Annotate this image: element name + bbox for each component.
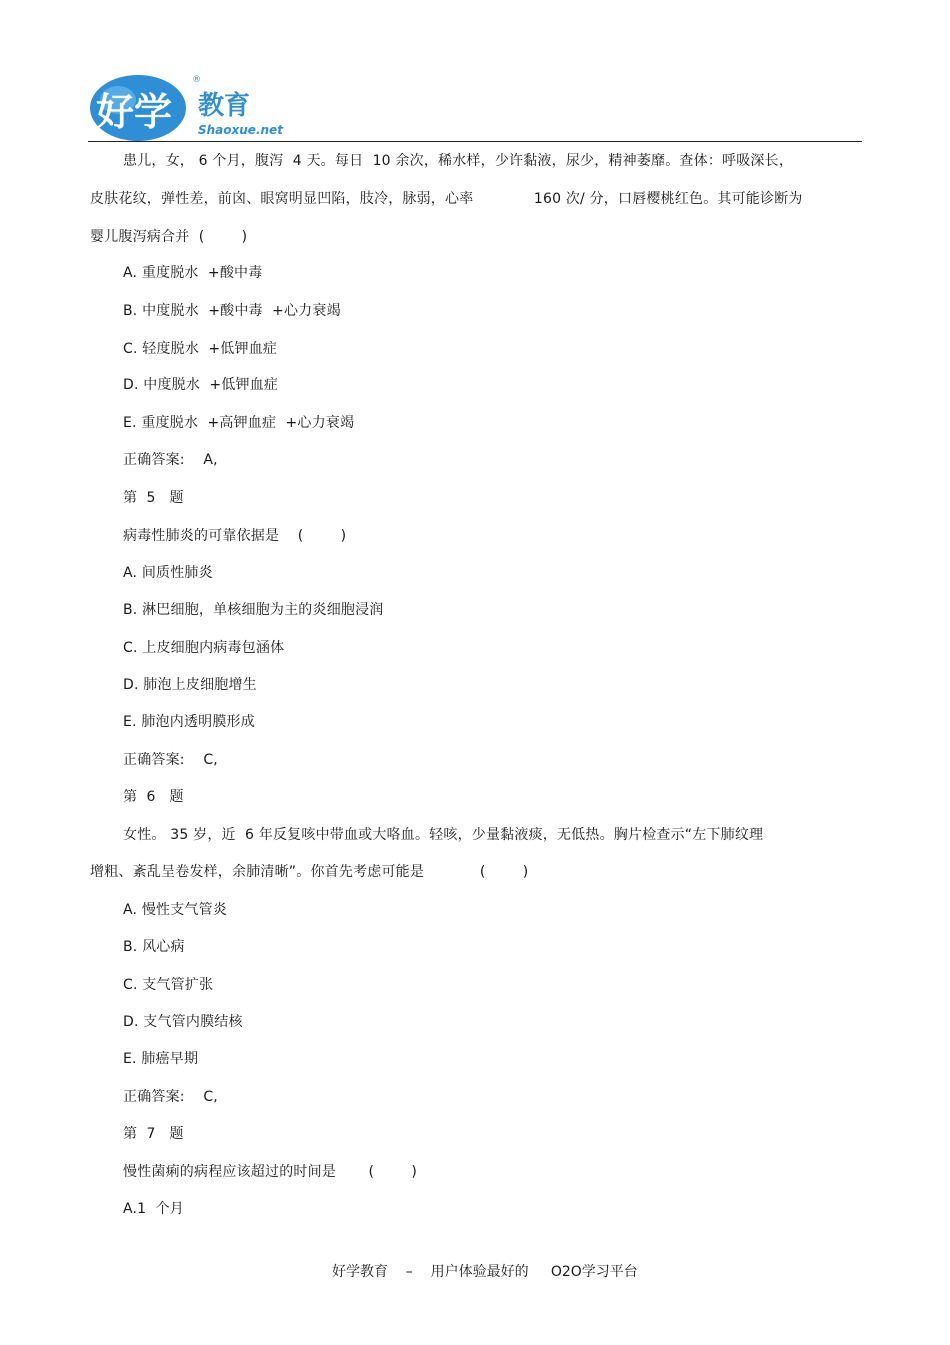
text-line: E. 肺泡内透明膜形成 <box>123 714 255 730</box>
text-line: 第 6 题 <box>123 789 184 805</box>
text-line: E. 肺癌早期 <box>123 1051 199 1067</box>
text-line: 病毒性肺炎的可靠依据是 ( ) <box>123 528 347 544</box>
text-line: 第 7 题 <box>123 1126 184 1142</box>
logo <box>88 70 298 142</box>
logo-sub-text: Shaoxue.net <box>198 123 283 137</box>
text-line: D. 支气管内膜结核 <box>123 1014 243 1030</box>
text-line: 婴儿腹泻病合并 ( ) <box>90 229 248 245</box>
text-line: E. 重度脱水 +高钾血症 +心力衰竭 <box>123 415 355 431</box>
header-divider <box>88 141 862 142</box>
text-line: A. 间质性肺炎 <box>123 565 213 581</box>
text-line: 第 5 题 <box>123 490 184 506</box>
text-line: C. 支气管扩张 <box>123 977 214 993</box>
text-line: B. 风心病 <box>123 939 185 955</box>
text-line: 正确答案: C, <box>123 752 218 768</box>
logo-graphic <box>88 70 298 142</box>
text-line: 患儿，女， 6 个月，腹泻 4 天。每日 10 余次，稀水样，少许黏液，尿少，精神萎靡。查体：呼吸深长， <box>123 153 794 169</box>
text-line: A.1 个月 <box>123 1201 184 1217</box>
text-line: C. 上皮细胞内病毒包涵体 <box>123 640 285 656</box>
text-line: 正确答案: C, <box>123 1089 218 1105</box>
text-line: B. 中度脱水 +酸中毒 +心力衰竭 <box>123 303 341 319</box>
text-line: C. 轻度脱水 +低钾血症 <box>123 341 278 357</box>
text-line: 增粗、紊乱呈卷发样，余肺清晰”。你首先考虑可能是 ( ) <box>90 864 529 880</box>
page-footer: 好学教育 – 用户体验最好的 O2O学习平台 <box>332 1264 638 1280</box>
logo-main-text: 好学 <box>96 90 173 134</box>
text-line: 慢性菌痢的病程应该超过的时间是 ( ) <box>123 1164 418 1180</box>
text-line: D. 肺泡上皮细胞增生 <box>123 677 257 693</box>
text-line: 正确答案: A, <box>123 452 218 468</box>
text-line: A. 慢性支气管炎 <box>123 902 228 918</box>
text-line: B. 淋巴细胞，单核细胞为主的炎细胞浸润 <box>123 602 384 618</box>
logo-edu-text: 教育 <box>198 91 251 121</box>
text-line: 皮肤花纹，弹性差，前囟、眼窝明显凹陷，肢冷，脉弱，心率 160 次/ 分，口唇樱桃红色。其可能诊断为 <box>90 191 803 207</box>
logo-reg-mark: ® <box>192 75 201 85</box>
text-line: 女性。 35 岁，近 6 年反复咳中带血或大咯血。轻咳，少量黏液痰，无低热。胸片检查示“左下肺纹理 <box>123 827 764 843</box>
text-line: A. 重度脱水 +酸中毒 <box>123 265 263 281</box>
text-line: D. 中度脱水 +低钾血症 <box>123 377 279 393</box>
